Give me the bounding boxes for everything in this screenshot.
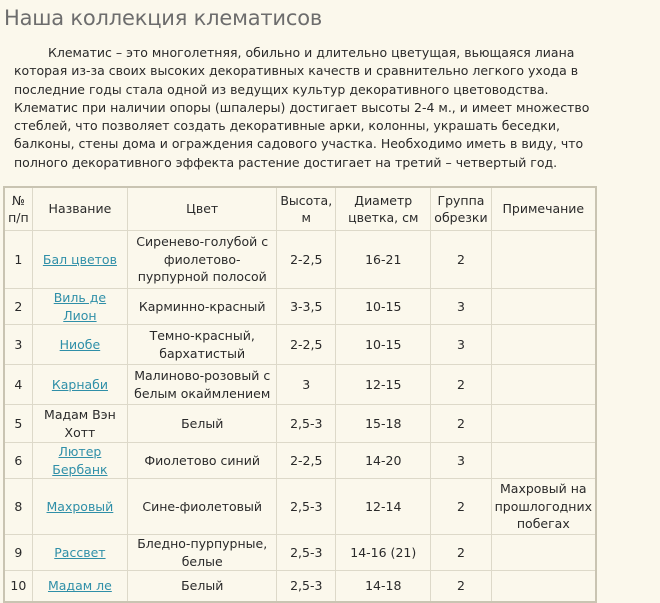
cell-num: 3 [4, 325, 32, 365]
cell-note [491, 289, 596, 325]
cell-height: 2,5-3 [277, 405, 336, 443]
table-row [4, 571, 596, 603]
cell-num: 2 [4, 289, 32, 325]
variety-link[interactable]: Рассвет [54, 544, 106, 560]
cell-group: 3 [431, 325, 491, 365]
clematis-table [3, 186, 597, 603]
cell-name: Мадам Вэн Хотт [32, 405, 127, 443]
table-row [4, 289, 596, 325]
cell-group: 2 [431, 365, 491, 405]
variety-link[interactable]: Карнаби [51, 376, 108, 392]
cell-group: 2 [431, 571, 491, 603]
cell-name [32, 443, 127, 479]
header-color: Цвет [128, 187, 277, 231]
cell-note [491, 405, 596, 443]
header-num: № п/п [4, 187, 32, 231]
cell-num: 5 [4, 405, 32, 443]
cell-name [32, 365, 127, 405]
cell-group: 2 [431, 231, 491, 289]
cell-group: 2 [431, 405, 491, 443]
cell-height: 2-2,5 [277, 443, 336, 479]
table-row [4, 231, 596, 289]
cell-group: 3 [431, 443, 491, 479]
header-diameter: Диаметр цветка, см [336, 187, 431, 231]
table-row [4, 535, 596, 571]
cell-num: 6 [4, 443, 32, 479]
table-row [4, 325, 596, 365]
header-note: Примечание [491, 187, 596, 231]
variety-link[interactable]: Махровый [46, 498, 114, 514]
cell-color: Сиренево-голубой с фиолетово-пурпурной полосой [128, 231, 277, 289]
cell-color: Фиолетово синий [128, 443, 277, 479]
cell-diameter: 15-18 [336, 405, 431, 443]
cell-diameter: 10-15 [336, 325, 431, 365]
cell-num: 1 [4, 231, 32, 289]
variety-link[interactable]: Бал цветов [42, 251, 117, 267]
cell-note [491, 443, 596, 479]
cell-name [32, 289, 127, 325]
table-header-row [4, 187, 596, 231]
page-title: Наша коллекция клематисов [4, 6, 323, 30]
table-row [4, 479, 596, 535]
cell-name [32, 325, 127, 365]
variety-link[interactable]: Лютер Бербанк [52, 444, 108, 477]
cell-color: Бледно-пурпурные, белые [128, 535, 277, 571]
cell-num: 10 [4, 571, 32, 603]
variety-link[interactable]: Ниобе [59, 336, 101, 352]
cell-note [491, 535, 596, 571]
cell-name [32, 479, 127, 535]
cell-height: 2-2,5 [277, 231, 336, 289]
cell-group: 2 [431, 535, 491, 571]
cell-height: 2-2,5 [277, 325, 336, 365]
cell-diameter: 14-18 [336, 571, 431, 603]
cell-color: Темно-красный, бархатистый [128, 325, 277, 365]
table-row [4, 443, 596, 479]
cell-height: 2,5-3 [277, 571, 336, 603]
cell-name [32, 535, 127, 571]
cell-num: 9 [4, 535, 32, 571]
cell-note [491, 365, 596, 405]
cell-color: Малиново-розовый с белым окаймлением [128, 365, 277, 405]
cell-height: 3-3,5 [277, 289, 336, 325]
cell-color: Сине-фиолетовый [128, 479, 277, 535]
cell-diameter: 12-15 [336, 365, 431, 405]
cell-diameter: 16-21 [336, 231, 431, 289]
cell-note [491, 571, 596, 603]
cell-color: Белый [128, 405, 277, 443]
table-row [4, 405, 596, 443]
intro-paragraph: Клематис – это многолетняя, обильно и длительно цветущая, вьющаяся лиана которая из-за своих высоких декоративных качеств и сравнительно легкого ухода в последние годы стала одной из ведущих культур декоративного цветоводства. Клематис при наличии опоры (шпалеры) достигает высоты 2-4 м., и имеет множество стеблей, что позволяет создать декоративные арки, колонны, украшать беседки, балконы, стены дома и ограждения садового участка. Необходимо иметь в виду, что полного декоративного эффекта растение достигает на третий – четвертый год. [14, 45, 590, 170]
cell-height: 2,5-3 [277, 535, 336, 571]
cell-group: 3 [431, 289, 491, 325]
cell-note [491, 325, 596, 365]
cell-diameter: 14-20 [336, 443, 431, 479]
cell-group: 2 [431, 479, 491, 535]
header-name: Название [32, 187, 127, 231]
cell-name [32, 571, 127, 603]
table-row [4, 365, 596, 405]
cell-num: 4 [4, 365, 32, 405]
cell-color: Карминно-красный [128, 289, 277, 325]
cell-num: 8 [4, 479, 32, 535]
cell-color: Белый [128, 571, 277, 603]
header-height: Высота, м [277, 187, 336, 231]
header-group: Группа обрезки [431, 187, 491, 231]
cell-diameter: 10-15 [336, 289, 431, 325]
cell-note [491, 231, 596, 289]
cell-diameter: 12-14 [336, 479, 431, 535]
cell-note: Махровый на прошлогодних побегах [491, 479, 596, 535]
variety-link[interactable]: Виль де Лион [53, 290, 107, 323]
cell-diameter: 14-16 (21) [336, 535, 431, 571]
variety-link[interactable]: Мадам ле [47, 578, 112, 594]
cell-name [32, 231, 127, 289]
cell-height: 3 [277, 365, 336, 405]
cell-height: 2,5-3 [277, 479, 336, 535]
